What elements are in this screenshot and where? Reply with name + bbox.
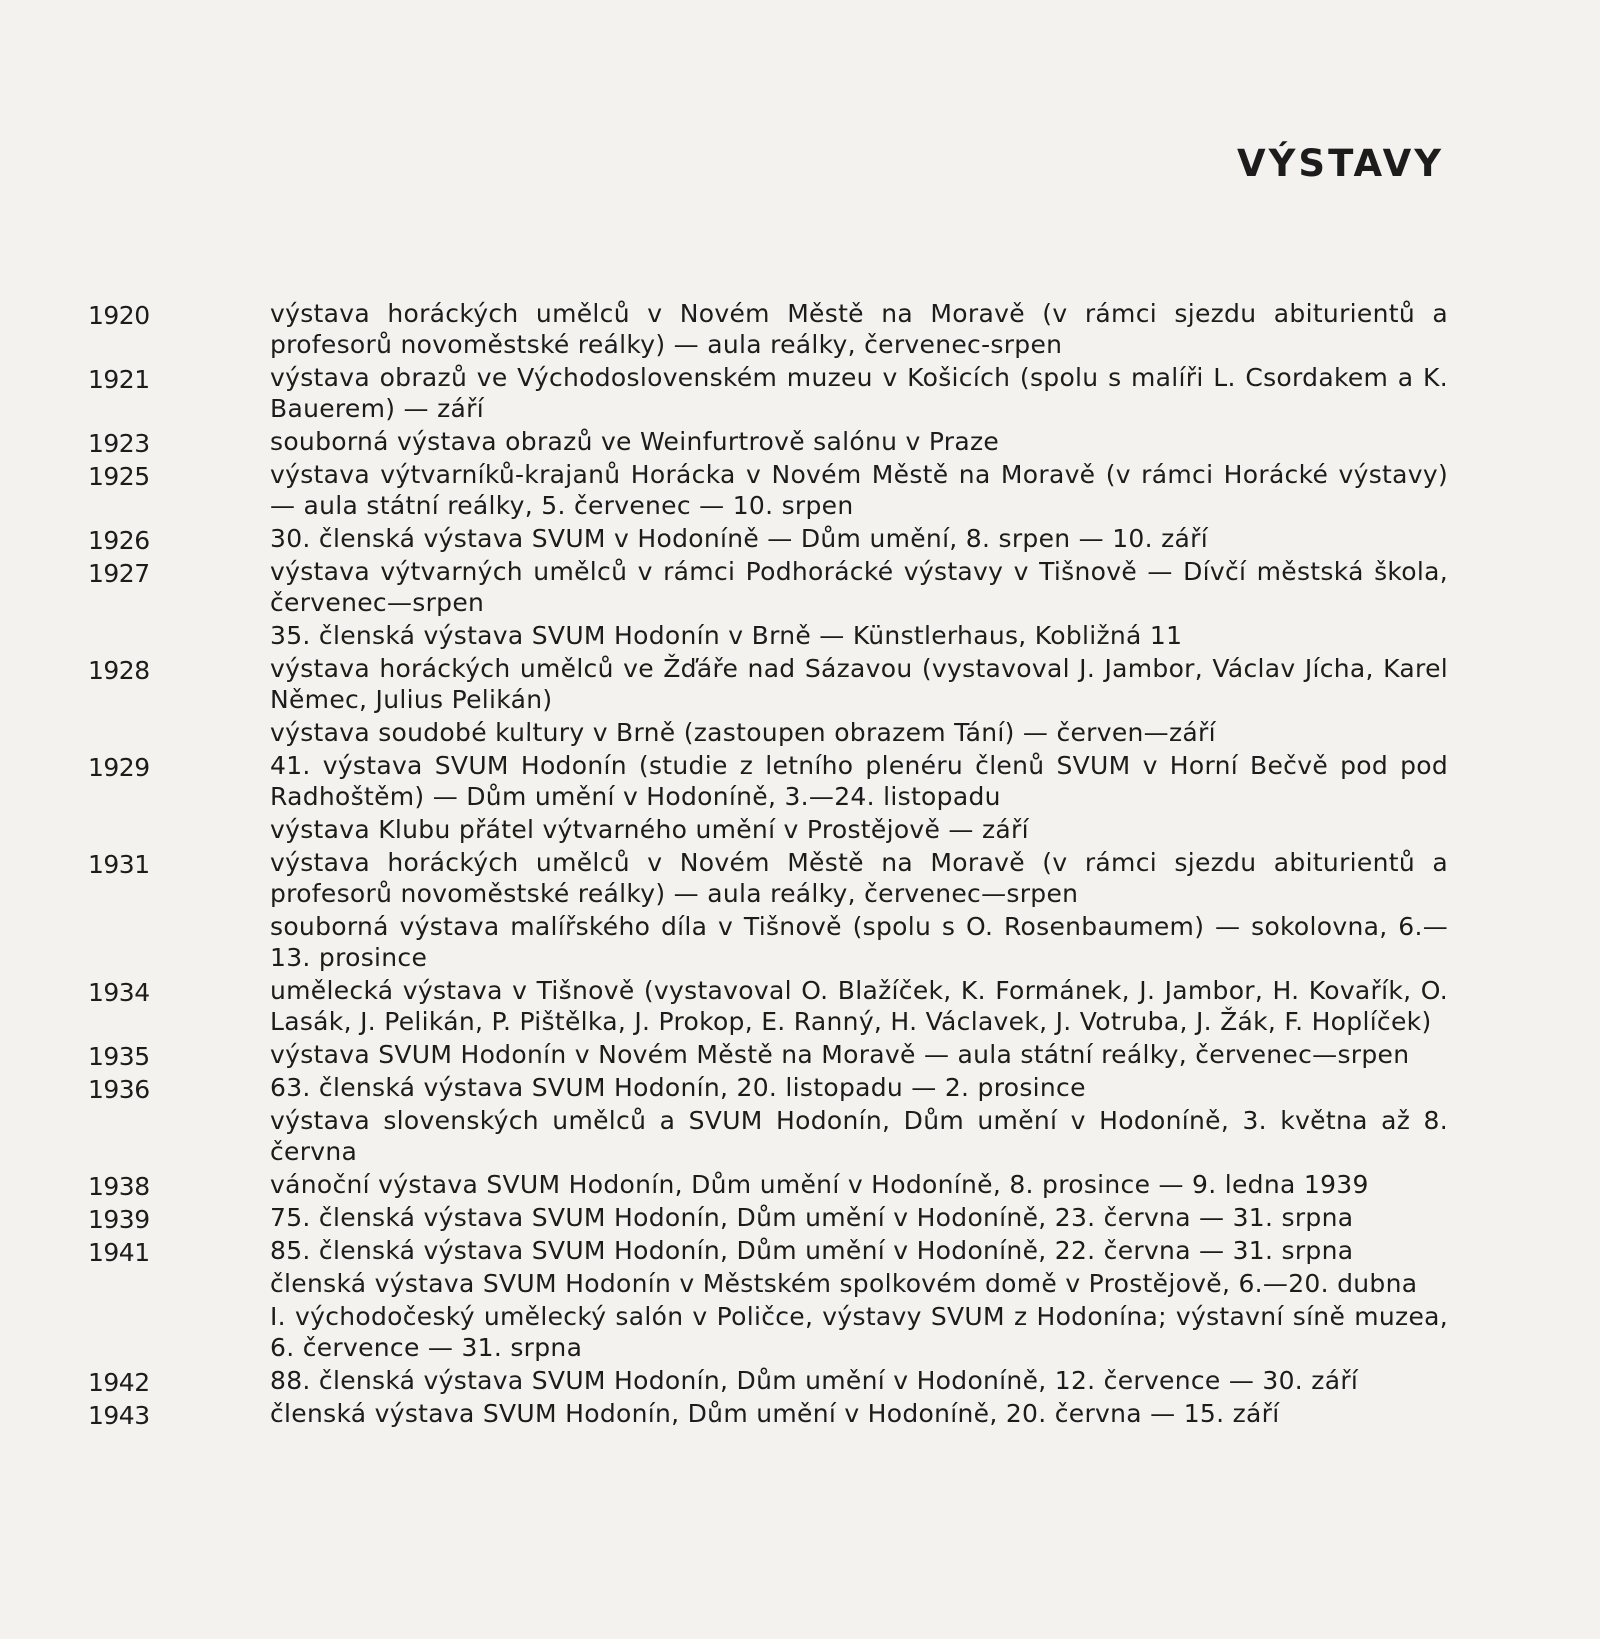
entry-items: [270, 1235, 1448, 1365]
entry-year: 1936: [88, 1075, 150, 1104]
entry-year: 1923: [88, 429, 150, 458]
exhibition-description: výstava horáckých umělců ve Žďáře nad Sázavou (vystavoval J. Jambor, Václav Jícha, Karel Němec, Julius Pelikán): [270, 654, 1448, 714]
entry-items: [270, 975, 1448, 1039]
entry-year: 1931: [88, 850, 150, 879]
exhibition-description: výstava soudobé kultury v Brně (zastoupen obrazem Tání) — červen—září: [270, 718, 1216, 747]
exhibition-entry: [88, 556, 1448, 653]
exhibition-description: vánoční výstava SVUM Hodonín, Dům umění v Hodoníně, 8. prosince — 9. ledna 1939: [270, 1170, 1369, 1199]
entry-items: [270, 426, 1448, 459]
page-title: VÝSTAVY: [1237, 142, 1444, 185]
exhibition-description: výstava horáckých umělců v Novém Městě na Moravě (v rámci sjezdu abiturientů a profesorů novoměstské reálky) — aula reálky, červenec—srpen: [270, 848, 1448, 908]
entry-items: [270, 653, 1448, 750]
entry-year: 1926: [88, 526, 150, 555]
exhibition-entry: [88, 653, 1448, 750]
entry-year: 1927: [88, 559, 150, 588]
exhibition-list: [88, 298, 1448, 1431]
entry-year: 1928: [88, 656, 150, 685]
entry-year: 1938: [88, 1172, 150, 1201]
entry-items: [270, 1398, 1448, 1431]
entry-year: 1925: [88, 462, 150, 491]
entry-year: 1921: [88, 365, 150, 394]
entry-items: [270, 1072, 1448, 1169]
exhibition-entry: [88, 1039, 1448, 1072]
exhibition-description: 41. výstava SVUM Hodonín (studie z letního plenéru členů SVUM v Horní Bečvě pod pod Radhoštěm) — Dům umění v Hodoníně, 3.—24. listopadu: [270, 751, 1448, 811]
entry-items: [270, 1202, 1448, 1235]
exhibition-description: výstava slovenských umělců a SVUM Hodonín, Dům umění v Hodoníně, 3. května až 8. června: [270, 1106, 1448, 1166]
exhibition-description: 63. členská výstava SVUM Hodonín, 20. listopadu — 2. prosince: [270, 1073, 1086, 1102]
entry-items: [270, 1169, 1448, 1202]
entry-items: [270, 1365, 1448, 1398]
exhibition-description: výstava obrazů ve Východoslovenském muzeu v Košicích (spolu s malíři L. Csordakem a K. Bauerem) — září: [270, 363, 1448, 423]
entry-items: [270, 1039, 1448, 1072]
exhibition-description: 85. členská výstava SVUM Hodonín, Dům umění v Hodoníně, 22. června — 31. srpna: [270, 1236, 1354, 1265]
entry-year: 1939: [88, 1205, 150, 1234]
exhibition-entry: [88, 1169, 1448, 1202]
exhibition-entry: [88, 847, 1448, 975]
entry-items: [270, 298, 1448, 362]
exhibition-description: 30. členská výstava SVUM v Hodoníně — Dům umění, 8. srpen — 10. září: [270, 524, 1208, 553]
exhibition-description: členská výstava SVUM Hodonín v Městském spolkovém domě v Prostějově, 6.—20. dubna: [270, 1269, 1418, 1298]
entry-year: 1920: [88, 301, 150, 330]
exhibition-description: výstava Klubu přátel výtvarného umění v Prostějově — září: [270, 815, 1029, 844]
entry-year: 1934: [88, 978, 150, 1007]
exhibition-description: členská výstava SVUM Hodonín, Dům umění v Hodoníně, 20. června — 15. září: [270, 1399, 1280, 1428]
exhibition-entry: [88, 426, 1448, 459]
exhibition-entry: [88, 459, 1448, 523]
exhibition-description: výstava výtvarníků-krajanů Horácka v Novém Městě na Moravě (v rámci Horácké výstavy) — aula státní reálky, 5. červenec — 10. srpen: [270, 460, 1448, 520]
entry-items: [270, 750, 1448, 847]
entry-items: [270, 459, 1448, 523]
exhibition-entry: [88, 1072, 1448, 1169]
exhibition-entry: [88, 1365, 1448, 1398]
exhibition-description: výstava SVUM Hodonín v Novém Městě na Moravě — aula státní reálky, červenec—srpen: [270, 1040, 1410, 1069]
exhibition-entry: [88, 1398, 1448, 1431]
entry-items: [270, 847, 1448, 975]
exhibition-entry: [88, 523, 1448, 556]
exhibition-description: umělecká výstava v Tišnově (vystavoval O. Blažíček, K. Formánek, J. Jambor, H. Kovařík, O. Lasák, J. Pelikán, P. Pištělka, J. Prokop, E. Ranný, H. Václavek, J. Votruba, J. Žák, F. Hoplíček): [270, 976, 1448, 1036]
exhibition-entry: [88, 298, 1448, 362]
exhibition-description: souborná výstava malířského díla v Tišnově (spolu s O. Rosenbaumem) — sokolovna, 6.—13. prosince: [270, 912, 1448, 972]
exhibition-description: výstava výtvarných umělců v rámci Podhorácké výstavy v Tišnově — Dívčí městská škola, červenec—srpen: [270, 557, 1448, 617]
entry-year: 1943: [88, 1401, 150, 1430]
entry-year: 1942: [88, 1368, 150, 1397]
exhibition-entry: [88, 1235, 1448, 1365]
exhibition-description: 35. členská výstava SVUM Hodonín v Brně — Künstlerhaus, Kobližná 11: [270, 621, 1183, 650]
exhibition-entry: [88, 975, 1448, 1039]
exhibition-entry: [88, 750, 1448, 847]
exhibition-description: souborná výstava obrazů ve Weinfurtrově salónu v Praze: [270, 427, 1000, 456]
entry-year: 1941: [88, 1238, 150, 1267]
exhibition-description: I. východočeský umělecký salón v Poličce, výstavy SVUM z Hodonína; výstavní síně muzea, 6. července — 31. srpna: [270, 1302, 1448, 1362]
entry-year: 1935: [88, 1042, 150, 1071]
exhibition-description: výstava horáckých umělců v Novém Městě na Moravě (v rámci sjezdu abiturientů a profesorů novoměstské reálky) — aula reálky, červenec-srpen: [270, 299, 1448, 359]
exhibition-entry: [88, 1202, 1448, 1235]
exhibition-description: 88. členská výstava SVUM Hodonín, Dům umění v Hodoníně, 12. července — 30. září: [270, 1366, 1359, 1395]
exhibition-entry: [88, 362, 1448, 426]
entry-items: [270, 362, 1448, 426]
exhibition-description: 75. členská výstava SVUM Hodonín, Dům umění v Hodoníně, 23. června — 31. srpna: [270, 1203, 1354, 1232]
entry-items: [270, 556, 1448, 653]
entry-items: [270, 523, 1448, 556]
entry-year: 1929: [88, 753, 150, 782]
